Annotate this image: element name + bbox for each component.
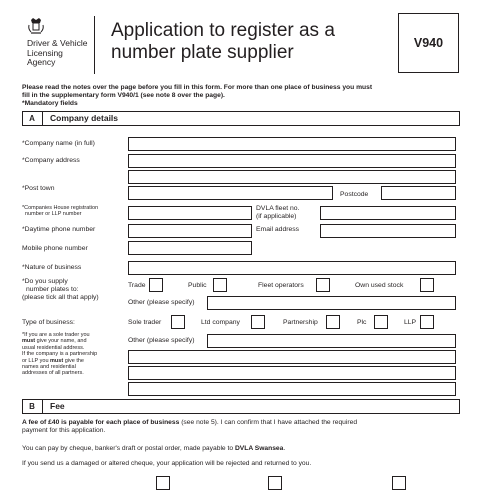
type-ltd-label: Ltd company <box>201 319 240 326</box>
form-number: V940 <box>398 13 459 73</box>
dvla-fleet-field[interactable] <box>320 206 456 220</box>
damaged-cheque-text: If you send us a damaged or altered cheque, your application will be rejected and returned to you. <box>22 460 312 467</box>
daytime-phone-label: *Daytime phone number <box>22 226 96 233</box>
dvla-fleet-label: DVLA fleet no. (if applicable) <box>256 205 300 220</box>
business-other-field[interactable] <box>207 334 456 348</box>
companies-house-field[interactable] <box>128 206 252 220</box>
supply-trade-label: Trade <box>128 282 146 289</box>
type-plc-label: Plc <box>357 319 367 326</box>
payment-checkbox-1[interactable] <box>156 476 170 490</box>
post-town-label: *Post town <box>22 185 55 192</box>
company-name-field[interactable] <box>128 137 456 151</box>
nature-of-business-label: *Nature of business <box>22 264 82 271</box>
intro-notes: Please read the notes over the page before you fill in this form. For more than one place of business you must fill in the supplementary form V940/1 (see note 8 over the page). *Mandatory fields <box>22 84 373 107</box>
type-plc-checkbox[interactable] <box>374 315 388 329</box>
business-other-label: Other (please specify) <box>128 337 195 344</box>
payment-method-text: You can pay by cheque, banker's draft or postal order, made payable to DVLA Swansea. <box>22 445 286 452</box>
supply-other-field[interactable] <box>207 296 456 310</box>
sole-trader-note: *If you are a sole trader you must give your name, and usual residential address. If the company is a partnership or LLP you must give the names and residential addresses of all partners. <box>22 332 98 377</box>
type-llp-checkbox[interactable] <box>420 315 434 329</box>
type-sole-trader-label: Sole trader <box>128 319 162 326</box>
supply-trade-checkbox[interactable] <box>149 278 163 292</box>
partner-details-field-2[interactable] <box>128 366 456 380</box>
companies-house-label: *Companies House registration number or LLP number <box>22 205 99 218</box>
royal-crest-icon <box>27 17 45 35</box>
payment-checkbox-2[interactable] <box>268 476 282 490</box>
business-type-label: Type of business: <box>22 319 75 326</box>
payment-checkbox-3[interactable] <box>392 476 406 490</box>
daytime-phone-field[interactable] <box>128 224 252 238</box>
supply-other-label: Other (please specify) <box>128 299 195 306</box>
type-partnership-label: Partnership <box>283 319 318 326</box>
supply-own-stock-checkbox[interactable] <box>420 278 434 292</box>
company-address-field-1[interactable] <box>128 154 456 168</box>
type-ltd-checkbox[interactable] <box>251 315 265 329</box>
type-sole-trader-checkbox[interactable] <box>171 315 185 329</box>
section-b-title: Fee <box>50 401 65 411</box>
supply-fleet-checkbox[interactable] <box>316 278 330 292</box>
form-title: Application to register as a number plate supplier <box>111 20 335 63</box>
fee-statement: A fee of £40 is payable for each place of business (see note 5). I can confirm that I have attached the required payment for this application. <box>22 419 358 434</box>
supply-own-stock-label: Own used stock <box>355 282 404 289</box>
section-a-title: Company details <box>50 113 119 123</box>
section-a-letter: A <box>22 111 43 126</box>
postcode-label: Postcode <box>340 191 369 198</box>
partner-details-field-1[interactable] <box>128 350 456 364</box>
header-divider <box>94 16 95 74</box>
email-field[interactable] <box>320 224 456 238</box>
partner-details-field-3[interactable] <box>128 382 456 396</box>
supply-to-label: *Do you supply number plates to: (please tick all that apply) <box>22 278 99 301</box>
company-address-label: *Company address <box>22 157 80 164</box>
section-b-header <box>22 399 460 414</box>
post-town-field[interactable] <box>128 186 333 200</box>
section-b-letter: B <box>22 399 43 414</box>
postcode-field[interactable] <box>381 186 456 200</box>
email-label: Email address <box>256 226 300 233</box>
type-llp-label: LLP <box>404 319 417 326</box>
supply-fleet-label: Fleet operators <box>258 282 304 289</box>
mobile-phone-label: Mobile phone number <box>22 245 88 252</box>
type-partnership-checkbox[interactable] <box>326 315 340 329</box>
nature-of-business-field[interactable] <box>128 261 456 275</box>
supply-public-label: Public <box>188 282 207 289</box>
company-address-field-2[interactable] <box>128 170 456 184</box>
company-name-label: *Company name (in full) <box>22 140 95 147</box>
mobile-phone-field[interactable] <box>128 241 252 255</box>
agency-name: Driver & Vehicle Licensing Agency <box>27 38 88 67</box>
supply-public-checkbox[interactable] <box>213 278 227 292</box>
